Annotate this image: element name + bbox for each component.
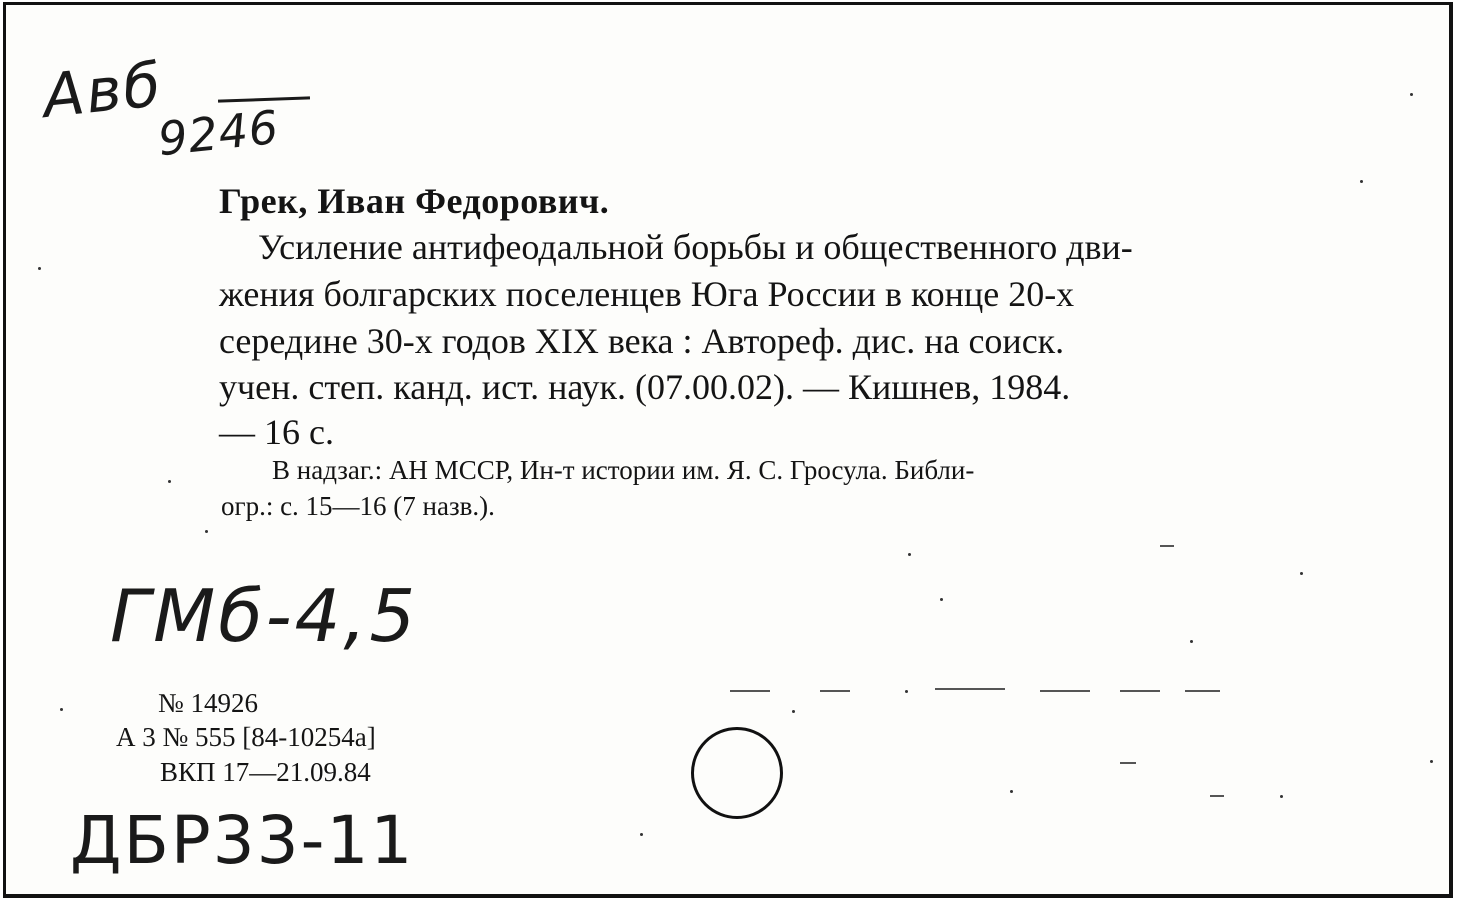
scan-speck — [38, 267, 41, 270]
scan-streak — [1160, 545, 1174, 547]
author-heading: Грек, Иван Федорович. — [219, 181, 610, 221]
registry-vkp: ВКП 17—21.09.84 — [160, 757, 371, 787]
shelfmark-top: Авб — [39, 49, 166, 133]
registry-number: № 14926 — [158, 688, 259, 718]
note-line-1: В надзаг.: АН МССР, Ин-т истории им. Я. С. Гросула. Библи- — [272, 455, 975, 485]
scan-speck — [792, 710, 795, 713]
scan-streak — [730, 690, 770, 692]
scan-speck — [1300, 572, 1303, 575]
title-line-2: жения болгарских поселенцев Юга России в конце 20-х — [219, 274, 1075, 314]
scan-streak — [1120, 690, 1160, 692]
scan-speck — [1280, 795, 1283, 798]
scan-speck — [1430, 760, 1433, 763]
title-line-1: Усиление антифеодальной борьбы и общественного дви- — [258, 227, 1133, 267]
scan-speck — [1010, 790, 1013, 793]
scan-streak — [1185, 690, 1220, 692]
scan-speck — [60, 708, 63, 711]
handwritten-location-code: ГМб-4,5 — [110, 574, 419, 658]
scan-speck — [1190, 640, 1193, 643]
scan-streak — [935, 688, 1005, 690]
registry-code: А 3 № 555 [84-10254а] — [116, 722, 376, 752]
scan-speck — [905, 690, 908, 693]
scan-speck — [205, 530, 208, 533]
scan-speck — [168, 480, 171, 483]
title-line-4: учен. степ. канд. ист. наук. (07.00.02). — Кишнев, 1984. — [219, 367, 1071, 407]
scan-speck — [1360, 180, 1363, 183]
scan-streak — [1040, 690, 1090, 692]
title-line-5: — 16 с. — [219, 412, 334, 452]
title-line-3: середине 30-х годов XIX века : Автореф. дис. на соиск. — [219, 321, 1065, 361]
shelfmark-number: 9246 — [155, 99, 282, 167]
scan-streak — [820, 690, 850, 692]
scan-streak — [1210, 795, 1224, 797]
scan-speck — [1410, 93, 1413, 96]
note-line-2: огр.: с. 15—16 (7 назв.). — [221, 491, 495, 521]
scan-speck — [640, 833, 643, 836]
punch-hole — [691, 727, 783, 819]
scan-edge — [1465, 0, 1473, 899]
scan-speck — [908, 553, 911, 556]
handwritten-bottom-code: ДБР33-11 — [70, 802, 415, 879]
scan-streak — [1120, 762, 1136, 764]
scan-speck — [940, 598, 943, 601]
